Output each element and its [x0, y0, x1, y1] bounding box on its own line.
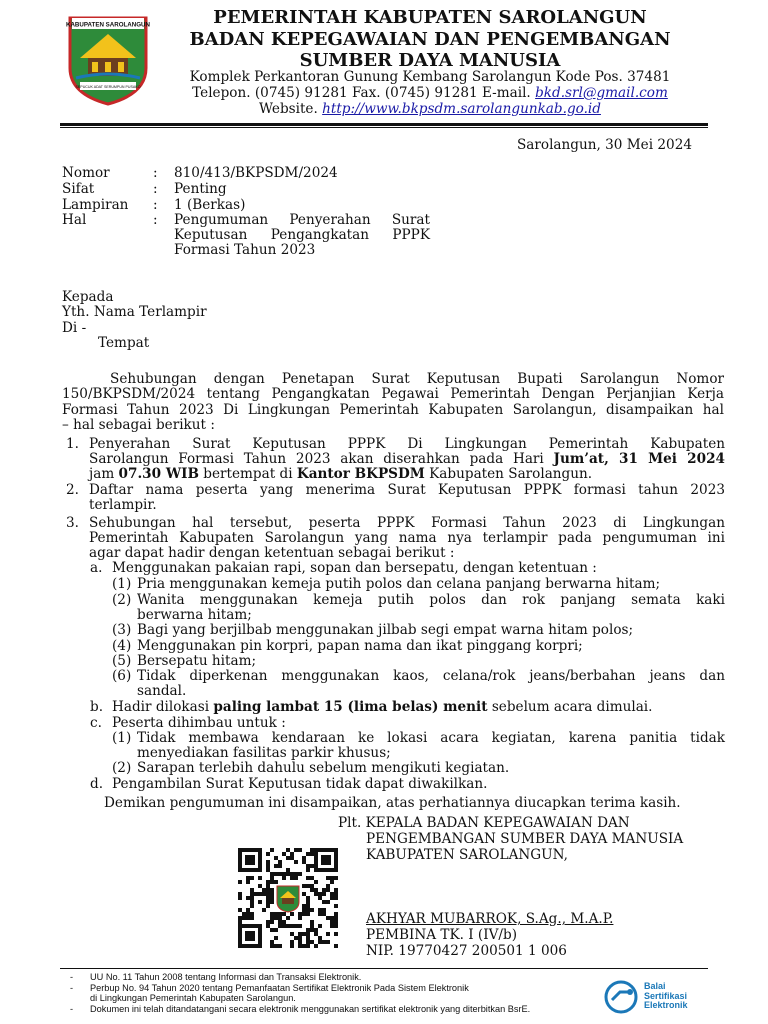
meta-value-hal-line1: Pengumuman Penyerahan Surat: [174, 212, 430, 228]
footer-dash: -: [70, 1004, 74, 1014]
point1-sep: ,: [604, 451, 619, 467]
sub-d-text: Pengambilan Surat Keputusan tidak dapat diwakilkan.: [112, 776, 488, 792]
signature-title-line2: PENGEMBANGAN SUMBER DAYA MANUSIA: [366, 831, 684, 847]
sub-a-item2-line2: berwarna hitam;: [137, 607, 252, 623]
logo-motto-text: SEPUCUK ADAT SERUMPUN PUSAKO: [75, 85, 141, 89]
qr-code: [236, 846, 340, 950]
header-phone: Telepon. (0745) 91281 Fax. (0745) 91281 E-mail.: [192, 85, 536, 101]
sub-letter: c.: [90, 715, 102, 731]
signature-title-line3: KABUPATEN SAROLANGUN,: [366, 847, 568, 863]
sub-c-item2: Sarapan terlebih dahulu sebelum mengikuti kegiatan.: [137, 760, 510, 776]
meta-colon: :: [153, 197, 158, 213]
header-address: Komplek Perkantoran Gunung Kembang Sarolangun Kode Pos. 37481: [189, 69, 671, 85]
footer-rule: [60, 968, 708, 969]
sub-letter: a.: [90, 560, 103, 576]
letter-date: Sarolangun, 30 Mei 2024: [516, 137, 692, 153]
point3-line1: Sehubungan hal tersebut, peserta PPPK Formasi Tahun 2023 di Lingkungan: [89, 515, 725, 531]
meta-colon: :: [153, 181, 158, 197]
point-number: 1.: [66, 436, 79, 452]
sub-item-number: (6): [112, 668, 132, 684]
website-label: Website.: [259, 101, 323, 117]
sub-item-number: (4): [112, 638, 132, 654]
sub-c-item1-line1: Tidak membawa kendaraan ke lokasi acara kegiatan, karena panitia tidak: [137, 730, 725, 746]
header-agency-line2: SUMBER DAYA MANUSIA: [299, 50, 561, 71]
header-rule-thin: [60, 127, 708, 128]
signatory-rank: PEMBINA TK. I (IV/b): [366, 927, 518, 943]
footer-esign-note: Dokumen ini telah ditandatangani secara elektronik menggunakan sertifikat elektronik yang diterbitkan BsrE.: [90, 1004, 531, 1014]
recipient-yth: Yth. Nama Terlampir: [62, 304, 207, 320]
sub-c-text: Peserta dihimbau untuk :: [112, 715, 286, 731]
point1-venue: Kantor BKPSDM: [296, 466, 425, 482]
sub-letter: d.: [90, 776, 104, 792]
bsre-line1: Balai: [644, 981, 666, 991]
point1-day: Jum’at: [553, 451, 605, 467]
sub-item-number: (3): [112, 622, 132, 638]
sub-a-item4: Menggunakan pin korpri, papan nama dan ikat pinggang korpri;: [137, 638, 583, 654]
meta-value-hal-line3: Formasi Tahun 2023: [174, 242, 316, 258]
header-website: [170, 102, 690, 118]
meta-value-sifat: Penting: [174, 181, 227, 197]
sub-a-item1: Pria menggunakan kemeja putih polos dan celana panjang berwarna hitam;: [137, 576, 661, 592]
closing-text: Demikan pengumuman ini disampaikan, atas perhatiannya diucapkan terima kasih.: [104, 795, 681, 811]
sub-letter: b.: [90, 699, 104, 715]
point1-line1: Penyerahan Surat Keputusan PPPK Di Lingkungan Pemerintah Kabupaten: [89, 436, 725, 452]
sub-a-item3: Bagi yang berjilbab menggunakan jilbab segi empat warna hitam polos;: [137, 622, 634, 638]
regency-logo: [66, 12, 150, 106]
header-contact: [170, 86, 690, 102]
point1-text: Kabupaten Sarolangun.: [424, 466, 593, 482]
meta-value-nomor: 810/413/BKPSDM/2024: [174, 165, 338, 181]
meta-label-sifat: Sifat: [62, 181, 95, 197]
email-link[interactable]: bkd.srl@gmail.com: [535, 85, 668, 101]
point1-time: 07.30 WIB: [118, 466, 199, 482]
meta-value-lampiran: 1 (Berkas): [174, 197, 246, 213]
point-number: 2.: [66, 482, 79, 498]
footer-law-2b: di Lingkungan Pemerintah Kabupaten Sarolangun.: [90, 993, 296, 1003]
sub-b-part: sebelum acara dimulai.: [487, 699, 653, 715]
point1-line3: [89, 467, 725, 483]
sub-a-item2-line1: Wanita menggunakan kemeja putih polos dan rok panjang semata kaki: [137, 592, 725, 608]
sub-a-item6-line2: sandal.: [137, 683, 187, 699]
meta-label-hal: Hal: [62, 212, 87, 228]
logo-banner-text: KABUPATEN SAROLANGUN: [66, 21, 150, 29]
signatory-nip: NIP. 19770427 200501 1 006: [366, 943, 567, 959]
recipient-tempat: Tempat: [98, 335, 150, 351]
sub-a-item6-line1: Tidak diperkenan menggunakan kaos, celana/rok jeans/berbahan jeans dan: [137, 668, 725, 684]
meta-label-lampiran: Lampiran: [62, 197, 129, 213]
recipient-kepada: Kepada: [62, 289, 114, 305]
sub-item-number: (1): [112, 730, 132, 746]
sub-b-part: Hadir dilokasi: [112, 699, 214, 715]
website-link[interactable]: http://www.bkpsdm.sarolangunkab.go.id: [322, 101, 601, 117]
header-rule-thick: [60, 123, 708, 126]
point2-line1: Daftar nama peserta yang menerima Surat Keputusan PPPK formasi tahun 2023: [89, 482, 725, 498]
intro-line1: Sehubungan dengan Penetapan Surat Keputusan Bupati Sarolangun Nomor: [110, 371, 724, 387]
header-government: PEMERINTAH KABUPATEN SAROLANGUN: [213, 7, 647, 28]
point1-text: jam: [89, 466, 119, 482]
point3-line3: agar dapat hadir dengan ketentuan sebagai berikut :: [89, 545, 455, 561]
meta-value-hal-line2: Keputusan Pengangkatan PPPK: [174, 227, 430, 243]
intro-line2: 150/BKPSDM/2024 tentang Pengangkatan Pegawai Pemerintah Dengan Perjanjian Kerja: [62, 386, 724, 402]
signatory-name: AKHYAR MUBARROK, S.Ag., M.A.P.: [366, 911, 614, 927]
intro-line3: Formasi Tahun 2023 Di Lingkungan Pemerintah Kabupaten Sarolangun, disampaikan hal: [62, 402, 724, 418]
signature-title-line1: Plt. KEPALA BADAN KEPEGAWAIAN DAN: [338, 815, 630, 831]
sub-a-text: Menggunakan pakaian rapi, sopan dan bersepatu, dengan ketentuan :: [112, 560, 597, 576]
sub-b-text: [112, 700, 652, 716]
footer-law-2: Perbup No. 94 Tahun 2020 tentang Pemanfaatan Sertifikat Elektronik Pada Sistem Elektronik: [90, 983, 469, 993]
meta-label-nomor: Nomor: [62, 165, 110, 181]
meta-colon: :: [153, 212, 158, 228]
point2-line2: terlampir.: [89, 497, 157, 513]
point1-text: Sarolangun Formasi Tahun 2023 akan diserahkan pada Hari: [89, 451, 554, 467]
footer-dash: -: [70, 983, 74, 993]
point3-line2: Pemerintah Kabupaten Sarolangun yang nama nya terlampir pada pengumuman ini: [89, 530, 725, 546]
point1-text: bertempat di: [198, 466, 297, 482]
bsre-logo-icon: [604, 980, 638, 1014]
footer-law-1: UU No. 11 Tahun 2008 tentang Informasi dan Transaksi Elektronik.: [90, 972, 362, 982]
sub-c-item1-line2: menyediakan fasilitas parkir khusus;: [137, 745, 391, 761]
point-number: 3.: [66, 515, 79, 531]
bsre-label: [644, 982, 688, 1011]
header-agency-line1: BADAN KEPEGAWAIAN DAN PENGEMBANGAN: [189, 29, 671, 50]
sub-item-number: (2): [112, 592, 132, 608]
sub-b-deadline: paling lambat 15 (lima belas) menit: [213, 699, 488, 715]
sub-item-number: (2): [112, 760, 132, 776]
sub-item-number: (1): [112, 576, 132, 592]
bsre-line2: Sertifikasi: [644, 990, 688, 1001]
meta-colon: :: [153, 165, 158, 181]
point1-date: 31 Mei 2024: [619, 451, 725, 467]
sub-a-item5: Bersepatu hitam;: [137, 653, 257, 669]
sub-item-number: (5): [112, 653, 132, 669]
intro-line4: – hal sebagai berikut :: [62, 417, 215, 433]
bsre-line3: Elektronik: [644, 1000, 688, 1011]
footer-dash: -: [70, 972, 74, 982]
recipient-di: Di -: [62, 320, 87, 336]
